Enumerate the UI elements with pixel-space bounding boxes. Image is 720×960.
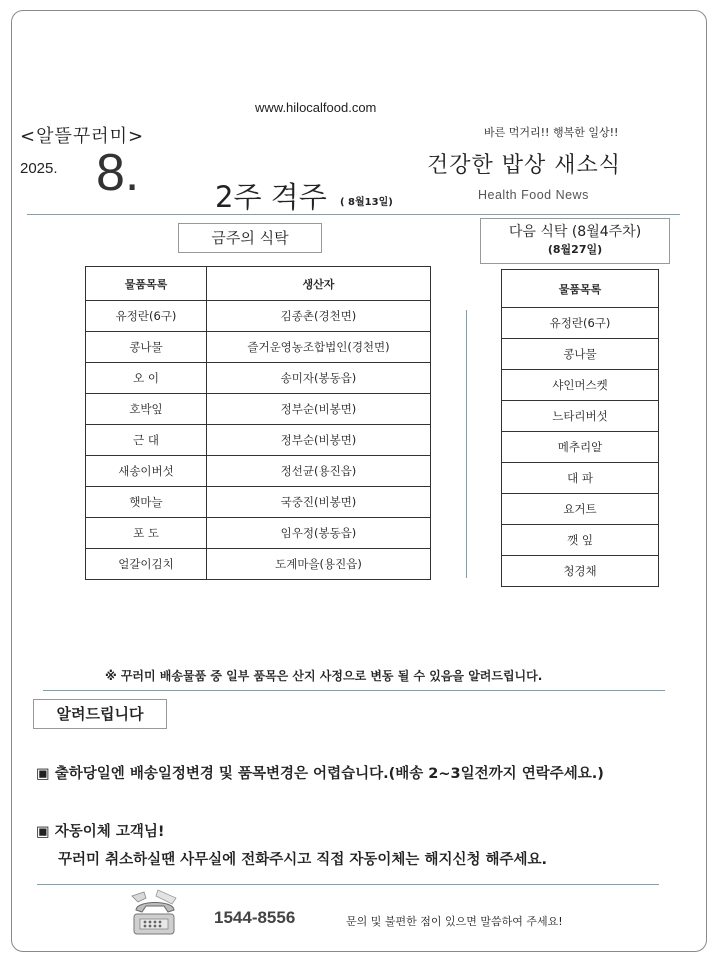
this-week-table [85,266,431,580]
next-week-label [480,218,670,264]
item-name: 메추리알 [502,432,659,463]
table-row [86,425,431,456]
item-name: 샤인머스켓 [502,370,659,401]
producer-name: 임우정(봉동읍) [207,518,431,549]
table-row [502,401,659,432]
footer-divider [37,884,659,885]
issue-year: 2025. [20,160,58,177]
table-row [86,549,431,580]
table-row [86,518,431,549]
next-week-table [501,269,659,587]
producer-name: 정선균(용진읍) [207,456,431,487]
slogan: 바른 먹거리!! 행복한 일상!! [484,126,619,139]
producer-name: 정부순(비봉면) [207,394,431,425]
inform-item-schedule: ▣ 출하당일엔 배송일정변경 및 품목변경은 어렵습니다.(배송 2~3일전까지 연락주세요.) [36,766,604,782]
item-name: 요거트 [502,494,659,525]
column-divider [466,310,467,578]
item-name: 느타리버섯 [502,401,659,432]
table-row [502,370,659,401]
header-divider [27,214,680,215]
table-row [502,525,659,556]
issue-date: ( 8월13일) [340,197,393,208]
producer-name: 즐거운영농조합법인(경천면) [207,332,431,363]
item-name: 호박잎 [86,394,207,425]
column-header-item: 물품목록 [86,267,207,301]
contact-message: 문의 및 불편한 점이 있으면 말씀하여 주세요! [346,915,563,928]
table-row [502,339,659,370]
phone-number[interactable]: 1544-8556 [214,908,296,927]
item-name: 유정란(6구) [502,308,659,339]
item-name: 청경채 [502,556,659,587]
producer-name: 김종촌(경천면) [207,301,431,332]
item-name: 깻 잎 [502,525,659,556]
item-name: 콩나물 [86,332,207,363]
producer-name: 정부순(비봉면) [207,425,431,456]
table-row [86,456,431,487]
news-subtitle: Health Food News [478,188,589,202]
website-url[interactable]: www.hilocalfood.com [255,100,377,115]
column-header-producer: 생산자 [207,267,431,301]
next-week-title: 다음 식탁 (8월4주차) [508,224,642,240]
notice-divider [43,690,665,691]
item-name: 햇마늘 [86,487,207,518]
table-row [86,301,431,332]
item-name: 오 이 [86,363,207,394]
issue-month: 8. [96,144,140,202]
table-row [502,432,659,463]
substitution-notice: ※ 꾸러미 배송물품 중 일부 품목은 산지 사정으로 변동 될 수 있음을 알려드립니다. [105,669,543,683]
item-name: 근 대 [86,425,207,456]
producer-name: 국중진(비봉면) [207,487,431,518]
producer-name: 도계마을(용진읍) [207,549,431,580]
issue-week: 2주 격주 [215,180,327,214]
table-row [86,363,431,394]
table-header-row [86,267,431,301]
brand-name: <알뜰꾸러미> [20,126,145,147]
item-name: 포 도 [86,518,207,549]
table-header-row [502,270,659,308]
table-row [502,308,659,339]
telephone-icon [128,888,182,940]
this-week-label: 금주의 식탁 [178,223,322,253]
item-name: 얼갈이김치 [86,549,207,580]
item-name: 새송이버섯 [86,456,207,487]
producer-name: 송미자(봉동읍) [207,363,431,394]
table-row [502,556,659,587]
item-name: 콩나물 [502,339,659,370]
news-title: 건강한 밥상 새소식 [427,153,622,178]
next-week-date: (8월27일) [547,243,603,256]
table-row [502,463,659,494]
table-row [86,394,431,425]
column-header-item: 물품목록 [502,270,659,308]
item-name: 유정란(6구) [86,301,207,332]
inform-item-autopay-title: ▣ 자동이체 고객님! [36,824,165,840]
item-name: 대 파 [502,463,659,494]
table-row [502,494,659,525]
inform-item-autopay-body: 꾸러미 취소하실땐 사무실에 전화주시고 직접 자동이체는 해지신청 해주세요. [58,852,548,868]
table-row [86,332,431,363]
table-row [86,487,431,518]
inform-label: 알려드립니다 [33,699,167,729]
